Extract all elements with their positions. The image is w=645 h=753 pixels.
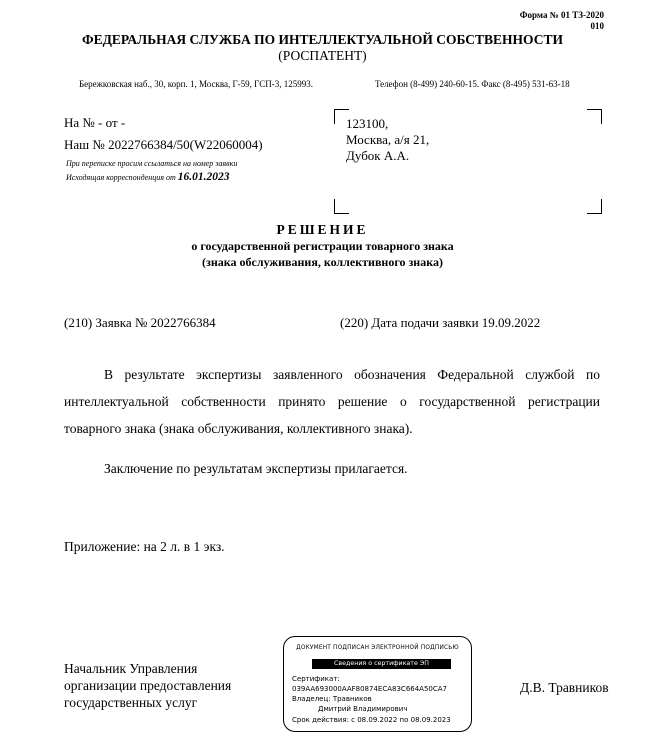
decision-title: РЕШЕНИЕ — [276, 222, 369, 237]
decision-subtitle-line2: (знака обслуживания, коллективного знака) — [202, 255, 443, 269]
stamp-cert-value: 039AA693000AAF80874ECA83C664A50CA7 — [292, 685, 448, 693]
your-reference: На № - от - — [64, 115, 126, 130]
signer-position — [64, 660, 231, 711]
recipient-line: Дубок А.А. — [346, 148, 410, 163]
stamp-certificate-bar: Сведения о сертификате ЭП — [312, 659, 451, 669]
address-window-corner-top-right — [587, 109, 602, 124]
decision-paragraph: В результате экспертизы заявленного обозначения Федеральной службой по интеллектуальной собственности принято решение о государственной регистрации товарного знака (знака обслуживания, коллективного знака). — [64, 367, 600, 436]
electronic-signature-stamp — [283, 636, 472, 732]
form-number-line2: 010 — [590, 21, 604, 31]
recipient-line: Москва, а/я 21, — [346, 132, 430, 147]
signer-position-line: государственных услуг — [64, 695, 198, 710]
form-number — [520, 10, 604, 32]
decision-subtitle-line1: о государственной регистрации товарного знака — [191, 239, 454, 253]
correspondence-note: При переписке просим ссылаться на номер заявки — [66, 159, 238, 168]
recipient-line: 123100, — [346, 116, 389, 131]
recipient-address — [346, 116, 429, 164]
organization-phone: Телефон (8-499) 240-60-15. Факс (8-495) 531-63-18 — [375, 79, 570, 89]
signer-position-line: Начальник Управления — [64, 661, 198, 676]
application-filing-date: (220) Дата подачи заявки 19.09.2022 — [340, 315, 541, 330]
address-window-corner-bottom-right — [587, 199, 602, 214]
outgoing-date: 16.01.2023 — [177, 171, 230, 183]
outgoing-label: Исходящая корреспонденция от — [66, 173, 176, 182]
organization-address: Бережковская наб., 30, корп. 1, Москва, Г-59, ГСП-3, 125993. — [79, 79, 314, 89]
stamp-header: ДОКУМЕНТ ПОДПИСАН ЭЛЕКТРОННОЙ ПОДПИСЬЮ — [296, 645, 459, 651]
outgoing-correspondence — [66, 171, 230, 183]
our-reference: Наш № 2022766384/50(W22060004) — [64, 137, 263, 152]
attachment-note: Приложение: на 2 л. в 1 экз. — [64, 539, 225, 554]
organization-short-name: (РОСПАТЕНТ) — [278, 48, 367, 63]
application-number: (210) Заявка № 2022766384 — [64, 315, 216, 330]
decision-subtitle — [0, 238, 645, 270]
stamp-cert-label: Сертификат: — [292, 675, 340, 683]
stamp-validity: Срок действия: с 08.09.2022 по 08.09.2023 — [292, 716, 451, 724]
organization-name: ФЕДЕРАЛЬНАЯ СЛУЖБА ПО ИНТЕЛЛЕКТУАЛЬНОЙ СОБСТВЕННОСТИ — [82, 32, 563, 47]
conclusion-note: Заключение по результатам экспертизы прилагается. — [104, 461, 408, 476]
signer-name: Д.В. Травников — [520, 680, 609, 695]
stamp-owner-label: Владелец: Травников — [292, 695, 372, 703]
signer-position-line: организации предоставления — [64, 678, 232, 693]
address-window-corner-bottom-left — [334, 199, 349, 214]
form-number-line1: Форма № 01 ТЗ-2020 — [519, 10, 604, 20]
stamp-owner-name: Дмитрий Владимирович — [318, 705, 408, 713]
